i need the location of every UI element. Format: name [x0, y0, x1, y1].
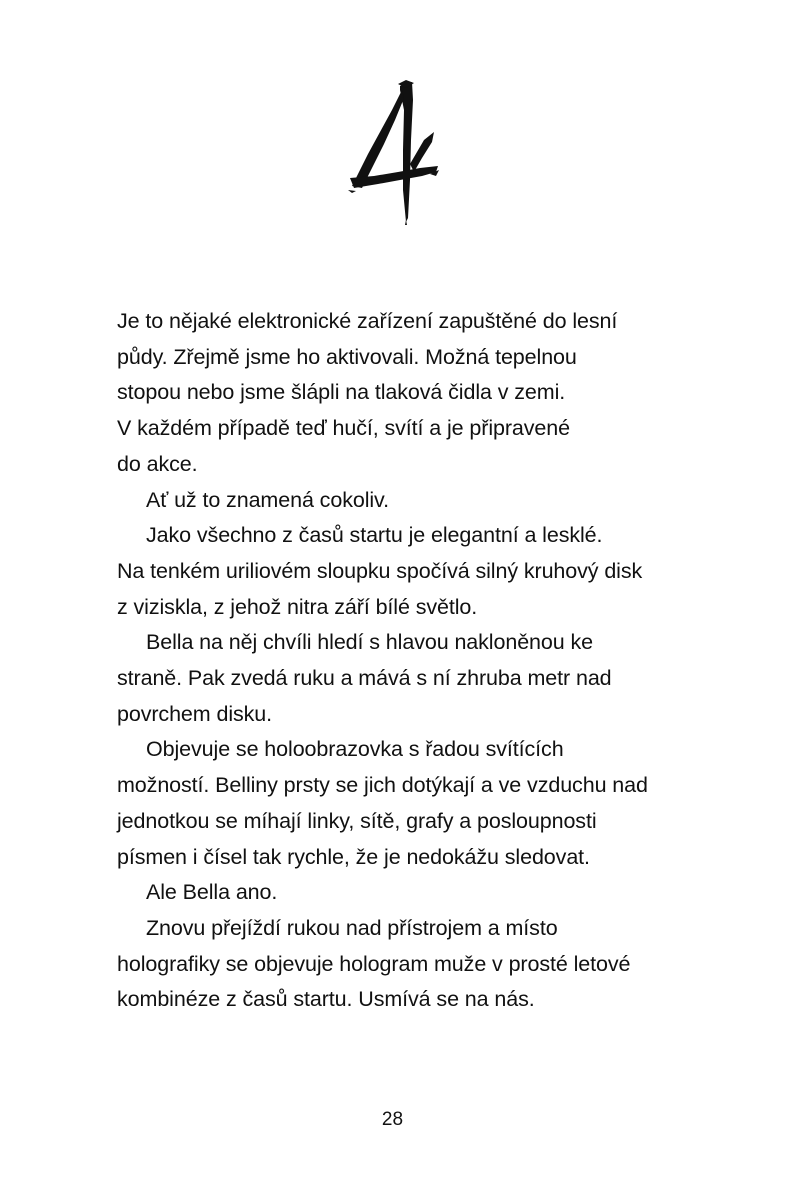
text-line: Na tenkém uriliovém sloupku spočívá silný kruhový disk: [117, 558, 643, 583]
text-line: možností. Belliny prsty se jich dotýkají a ve vzduchu nad: [117, 773, 648, 798]
text-line: Je to nějaké elektronické zařízení zapuštěné do lesní: [117, 309, 618, 333]
text-line: Objevuje se holoobrazovka s řadou svítících: [146, 737, 564, 762]
text-line: Jako všechno z časů startu je elegantní a lesklé.: [146, 523, 603, 548]
chapter-number: [340, 80, 440, 225]
text-line: stopou nebo jsme šlápli na tlaková čidla v zemi.: [117, 380, 566, 405]
text-line: půdy. Zřejmě jsme ho aktivovali. Možná tepelnou: [117, 344, 577, 369]
text-line: V každém případě teď hučí, svítí a je připravené: [117, 416, 570, 441]
body-text: [117, 304, 677, 1018]
page-number: 28: [381, 1109, 404, 1130]
text-line: Bella na něj chvíli hledí s hlavou nakloněnou ke: [146, 630, 594, 655]
text-line: povrchem disku.: [117, 701, 273, 726]
text-line: do akce.: [117, 451, 198, 476]
text-line: Ale Bella ano.: [146, 880, 278, 905]
text-line: Ať už to znamená cokoliv.: [146, 487, 389, 512]
text-line: holografiky se objevuje hologram muže v prosté letové: [117, 951, 631, 976]
text-line: z viziskla, z jehož nitra září bílé světlo.: [117, 594, 478, 619]
text-line: Znovu přejíždí rukou nad přístrojem a místo: [146, 915, 558, 940]
text-line: jednotkou se míhají linky, sítě, grafy a posloupnosti: [117, 808, 597, 833]
text-line: písmen i čísel tak rychle, že je nedokážu sledovat.: [117, 844, 590, 869]
text-line: straně. Pak zvedá ruku a mává s ní zhruba metr nad: [117, 666, 612, 691]
chapter-number-glyph: [340, 80, 440, 225]
text-line: kombinéze z časů startu. Usmívá se na nás.: [117, 987, 535, 1012]
